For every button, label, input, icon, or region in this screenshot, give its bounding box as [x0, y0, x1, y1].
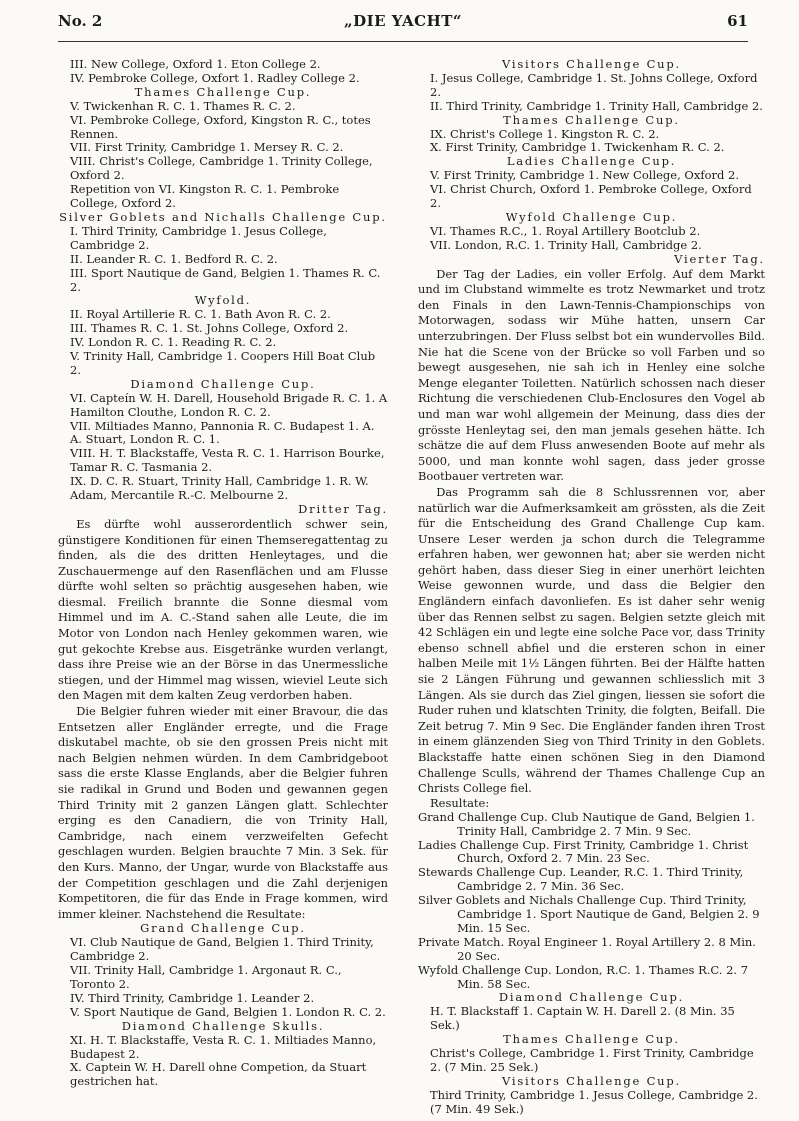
result-line: VI. Club Nautique de Gand, Belgien 1. Third Trinity, Cambridge 2.	[70, 935, 374, 964]
paragraph: Das Programm sah die 8 Schlussrennen vor, aber natürlich war die Aufmerksamkeit am grössten, als die Zeit für die Entscheidung des Grand Challenge Cup kam. Unsere Leser werden ja schon durch die Telegramme erfahren haben, wer gewonnen hat; aber sie werden nicht gehört haben, dass dieser Sieg in einer unerhört leichten Weise gewonnen wurde, und dass die Belgier den Engländern einfach davonliefen. Es ist daher sehr wenig über das Rennen selbst zu sagen. Belgien setzte gleich mit 42 Schlägen ein und legte eine solche Pace vor, dass Trinity ebenso schnell abfiel und die ersteren schon in einer halben Meile mit 1½ Längen führten. Bei der Hälfte hatten sie 2 Längen Führung und gewannen schliesslich mit 3 Längen. Als sie durch das Ziel gingen, liessen sie sofort die Ruder ruhen und klatschten Trinity, die folgten, Beifall. Die Zeit betrug 7. Min 9 Sec. Die Engländer fanden ihren Trost in einem glänzenden Sieg von Third Trinity in den Goblets. Blackstaffe hatte einen schönen Sieg in den Diamond Challenge Sculls, während der Thames Challenge Cup an Christs College fiel.	[418, 484, 765, 796]
result-line: II. Royal Artillerie R. C. 1. Bath Avon R. C. 2.	[70, 307, 331, 322]
result-line: IX. D. C. R. Stuart, Trinity Hall, Cambridge 1. R. W. Adam, Mercantile R.-C. Melbourne 2.	[70, 474, 369, 503]
header-rule	[58, 41, 748, 42]
result-line: VI. Christ Church, Oxford 1. Pembroke College, Oxford 2.	[430, 182, 752, 211]
page-number: 61	[727, 12, 748, 30]
result-line: H. T. Blackstaff 1. Captain W. H. Darell 2. (8 Min. 35 Sek.)	[430, 1004, 735, 1033]
paragraph: Es dürfte wohl ausserordentlich schwer sein, günstigere Konditionen für einen Themseregattentag zu finden, als die des dritten Henleytages, und die Zuschauermenge auf den Rasenflächen und am Flusse dürfte wohl selten so prächtig ausgesehen haben, wie diesmal. Freilich brannte die Sonne diesmal vom Himmel und im A. C.-Stand sahen alle Leute, die im Motor von London nach Henley gekommen waren, wie gut gekochte Krebse aus. Eisgetränke wurden verlangt, dass ihre Preise wie an der Börse in das Unermessliche stiegen, und der Himmel mag wissen, wieviel Leute sich den Magen mit dem kalten Zeug verdorben haben.	[58, 516, 388, 703]
section-heading: Diamond Challenge Cup.	[498, 990, 685, 1005]
section-heading: Diamond Challenge Cup.	[130, 376, 316, 391]
result-line: VII. London, R.C. 1. Trinity Hall, Cambridge 2.	[430, 237, 702, 252]
section-heading: Thames Challenge Cup.	[503, 1032, 680, 1047]
day-heading: Vierter Tag.	[674, 251, 765, 266]
result-line: Repetition von VI. Kingston R. C. 1. Pembroke College, Oxford 2.	[70, 182, 340, 211]
result-line: III. Sport Nautique de Gand, Belgien 1. Thames R. C. 2.	[70, 265, 381, 294]
result-line: VII. First Trinity, Cambridge 1. Mersey R. C. 2.	[70, 140, 344, 155]
result-entry: Private Match. Royal Engineer 1. Royal Artillery 2. 8 Min. 20 Sec.	[418, 934, 756, 963]
section-heading: Visitors Challenge Cup.	[501, 57, 682, 71]
journal-title: „DIE YACHT“	[343, 12, 463, 30]
result-line: II. Third Trinity, Cambridge 1. Trinity Hall, Cambridge 2.	[430, 98, 763, 113]
result-entry: Wyfold Challenge Cup. London, R.C. 1. Thames R.C. 2. 7 Min. 58 Sec.	[418, 962, 749, 991]
result-entry: Stewards Challenge Cup. Leander, R.C. 1. Third Trinity, Cambridge 2. 7 Min. 36 Sec.	[418, 865, 744, 894]
page-header	[58, 12, 748, 36]
left-column	[58, 58, 388, 1089]
right-column	[418, 58, 765, 1117]
result-line: Resultate:	[430, 795, 490, 810]
result-line: V. Twickenhan R. C. 1. Thames R. C. 2.	[70, 98, 296, 113]
result-line: III. Thames R. C. 1. St. Johns College, Oxford 2.	[70, 321, 349, 336]
section-heading: Wyfold Challenge Cup.	[505, 209, 678, 224]
result-line: V. Sport Nautique de Gand, Belgien 1. London R. C. 2.	[70, 1004, 386, 1019]
result-line: X. First Trinity, Cambridge 1. Twickenham R. C. 2.	[430, 140, 725, 155]
result-line: VI. Capteín W. H. Darell, Household Brigade R. C. 1. A Hamilton Clouthe, London R. C. 2.	[70, 390, 388, 419]
result-entry: Grand Challenge Cup. Club Nautique de Gand, Belgien 1. Trinity Hall, Cambridge 2. 7 Min. 9 Sec.	[418, 809, 755, 838]
result-line: X. Captein W. H. Darell ohne Competion, da Stuart gestrichen hat.	[70, 1060, 367, 1089]
result-line: VI. Pembroke College, Oxford, Kingston R. C., totes Rennen.	[70, 112, 371, 141]
result-line: Christ's College, Cambridge 1. First Trinity, Cambridge 2. (7 Min. 25 Sek.)	[430, 1046, 754, 1074]
section-heading: Grand Challenge Cup.	[140, 921, 306, 936]
result-line: VII. Miltiades Manno, Pannonia R. C. Budapest 1. A. A. Stuart, London R. C. 1.	[70, 418, 375, 447]
result-line: Third Trinity, Cambridge 1. Jesus College, Cambridge 2. (7 Min. 49 Sek.)	[430, 1087, 758, 1116]
section-heading: Visitors Challenge Cup.	[501, 1073, 682, 1088]
result-line: III. New College, Oxford 1. Eton College 2.	[70, 57, 321, 71]
result-entry: Silver Goblets and Nichals Challenge Cup. Third Trinity, Cambridge 1. Sport Nautique de Gand, Belgien 2. 9 Min. 15 Sec.	[418, 893, 760, 935]
result-line: VII. Trinity Hall, Cambridge 1. Argonaut R. C., Toronto 2.	[70, 963, 342, 991]
section-heading: Silver Goblets and Nichalls Challenge Cup.	[59, 209, 387, 224]
result-entry: Ladies Challenge Cup. First Trinity, Cambridge 1. Christ Church, Oxford 2. 7 Min. 23 Sec.	[418, 837, 749, 866]
section-heading: Diamond Challenge Skulls.	[121, 1018, 325, 1033]
section-heading: Thames Challenge Cup.	[134, 84, 312, 99]
result-line: V. Trinity Hall, Cambridge 1. Coopers Hill Boat Club 2.	[70, 349, 376, 377]
result-line: I. Jesus College, Cambridge 1. St. Johns College, Oxford 2.	[430, 70, 758, 99]
result-line: XI. H. T. Blackstaffe, Vesta R. C. 1. Miltiades Manno, Budapest 2.	[70, 1032, 377, 1061]
result-line: IV. Third Trinity, Cambridge 1. Leander 2.	[70, 990, 315, 1005]
result-line: VIII. H. T. Blackstaffe, Vesta R. C. 1. Harrison Bourke, Tamar R. C. Tasmania 2.	[70, 446, 385, 475]
result-line: I. Third Trinity, Cambridge 1. Jesus College, Cambridge 2.	[70, 223, 327, 252]
paragraph: Die Belgier fuhren wieder mit einer Bravour, die das Entsetzen aller Engländer erregte, und die Frage diskutabel machte, ob sie den grossen Preis nicht mit nach Belgien nehmen würden. In dem Cambridgeboot sass die erste Klasse Englands, aber die Belgier fuhren sie radikal in Grund und Boden und gewannen gegen Third Trinity mit 2 ganzen Längen glatt. Schlechter erging es den Canadiern, die von Trinity Hall, Cambridge, nach einem verzweifelten Gefecht geschlagen wurden. Belgien brauchte 7 Min. 3 Sek. für den Kurs. Manno, der Ungar, wurde von Blackstaffe aus der Competition geschlagen und die Zahl derjenigen Kompetitoren, die für das Ende in Frage kommen, wird immer kleiner. Nachstehend die Resultate:	[58, 704, 388, 921]
result-line: IV. Pembroke College, Oxfort 1. Radley College 2.	[70, 70, 360, 85]
result-line: II. Leander R. C. 1. Bedford R. C. 2.	[70, 251, 278, 266]
result-line: IV. London R. C. 1. Reading R. C. 2.	[70, 335, 277, 350]
issue-label: No. 2	[58, 12, 103, 30]
result-line: V. First Trinity, Cambridge 1. New College, Oxford 2.	[430, 168, 739, 183]
result-line: VI. Thames R.C., 1. Royal Artillery Bootclub 2.	[430, 223, 701, 238]
day-heading: Dritter Tag.	[298, 502, 388, 516]
section-heading: Thames Challenge Cup.	[503, 112, 680, 127]
result-line: VIII. Christ's College, Cambridge 1. Trinity College, Oxford 2.	[70, 154, 373, 183]
result-line: IX. Christ's College 1. Kingston R. C. 2.	[430, 126, 660, 141]
paragraph: Der Tag der Ladies, ein voller Erfolg. Auf dem Markt und im Clubstand wimmelte es trotz Newmarket und trotz den Finals in den Lawn-Tennis-Championschips von Motorwagen, sodass wir Mühe hatten, unsern Car unterzubringen. Der Fluss selbst bot ein wundervolles Bild. Nie hat die Scene von der Brücke so voll Farben und so bewegt ausgesehen, nie sah ich in Henley eine solche Menge eleganter Toiletten. Natürlich schossen nach dieser Richtung die verschiedenen Club-Enclosures den Vogel ab und man war wohl allgemein der Meinung, dass dies der grösste Henleytag sei, den man jemals gesehen hätte. Ich schätze die auf dem Fluss anwesenden Boote auf mehr als 5000, und man konnte wohl sagen, dass jeder grosse Bootbauer vertreten war.	[418, 266, 765, 484]
section-heading: Ladies Challenge Cup.	[506, 154, 677, 169]
section-heading: Wyfold.	[194, 293, 252, 308]
